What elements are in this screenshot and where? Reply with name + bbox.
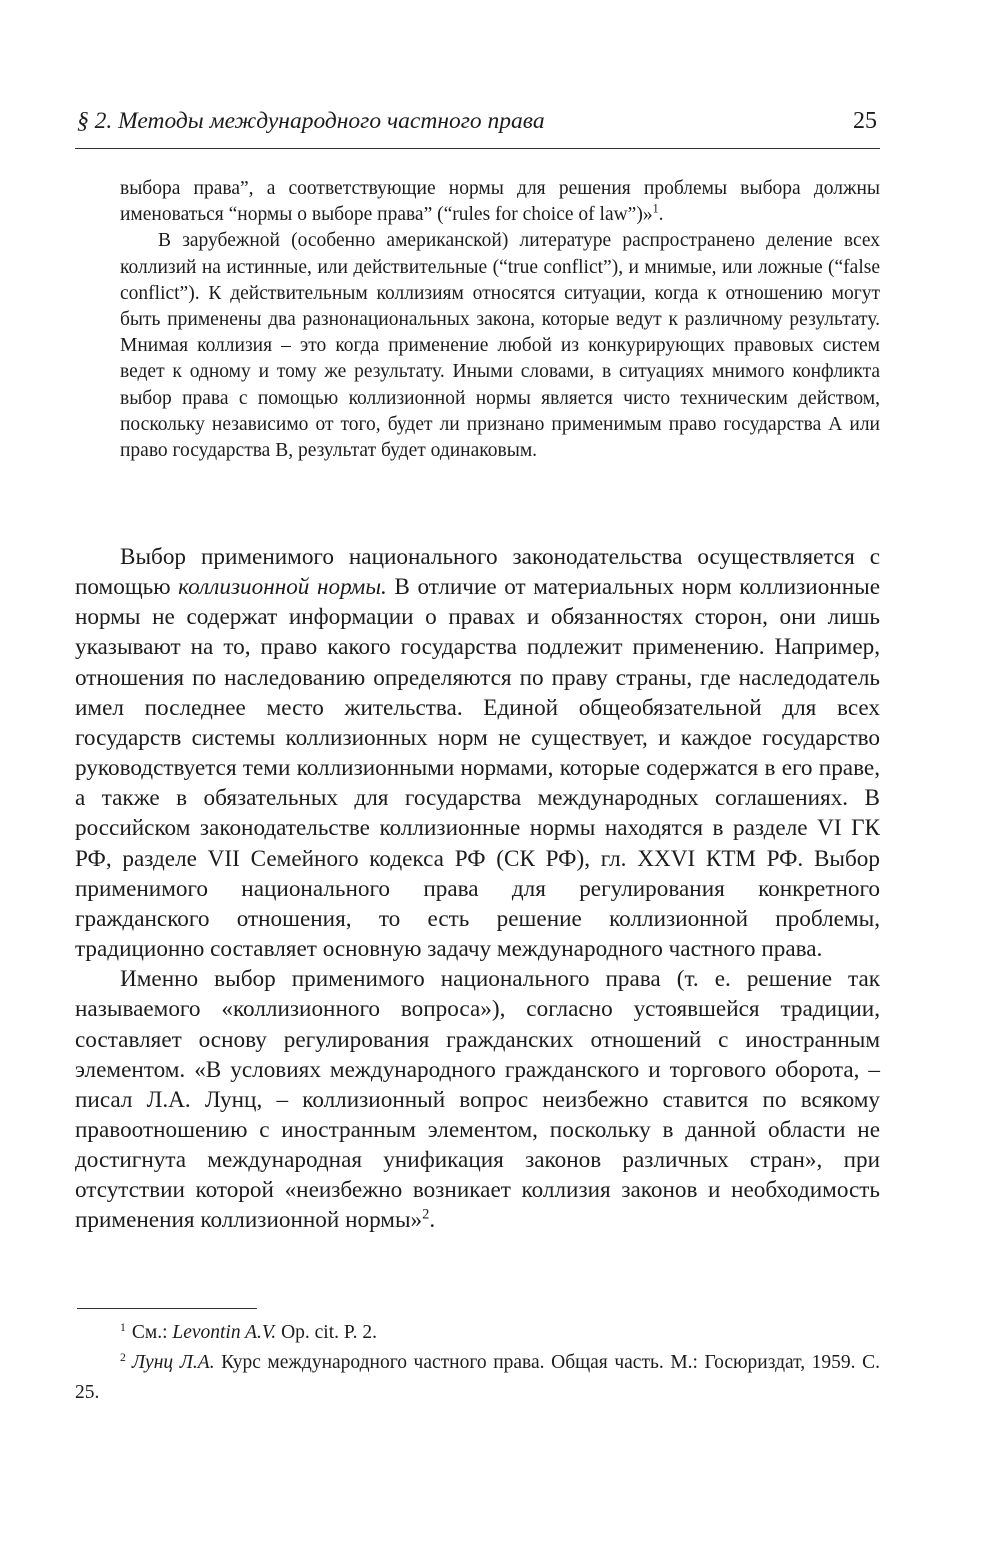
- body-paragraph-1-rest: В отличие от материальных норм коллизионные нормы не содержат информации о правах и обязанностях сторон, они лишь указывают на то, право какого государства подлежит применению. Например, отношения по наследованию определяются по праву страны, где наследодатель имел последнее место жительства. Единой общеобязательной для всех государств системы коллизионных норм не существует, и каждое государство руководствуется теми коллизионными нормами, которые содержатся в его праве, а также в обязательных для государства международных соглашениях. В российском законодательстве коллизионные нормы находятся в разделе VI ГК РФ, разделе VII Семейного кодекса РФ (СК РФ), гл. XXVI КТМ РФ. Выбор применимого национального права для регулирования конкретного гражданского отношения, то есть решение коллизионной проблемы, традиционно составляет основную задачу международного частного права.: [75, 574, 880, 963]
- quote-paragraph-1: выбора права”, а соответствующие нормы для решения проблемы выбора должны именоваться “нормы о выборе права” (“rules for choice of law”)»$^1$.: [120, 178, 880, 226]
- footnote-rule: [77, 1308, 257, 1309]
- body-paragraph-2-end: .: [429, 1207, 436, 1234]
- running-header: [77, 108, 877, 142]
- footnote-1: [75, 1318, 880, 1348]
- body-paragraph-1: [75, 542, 880, 964]
- footnote-text: Курс международного частного права. Общая часть. М.: Госюриздат, 1959. С. 25.: [75, 1352, 880, 1403]
- body-paragraph-2-text: Именно выбор применимого национального права (т. е. решение так называемого «коллизионного вопроса»), согласно устоявшейся традиции, составляет основу регулирования гражданских отношений с иностранным элементом. «В условиях международного гражданского и торгового оборота, – писал Л.А. Лунц, – коллизионный вопрос неизбежно ставится по всякому правоотношению с иностранным элементом, поскольку в данной области не достигнута международная унификация законов различных стран», при отсутствии которой «неизбежно возникает коллизия законов и необходимость применения коллизионной нормы»: [75, 966, 880, 1234]
- quoted-excerpt: [120, 176, 880, 464]
- footnote-author: Levontin A.V.: [172, 1322, 277, 1343]
- header-rule: [75, 148, 880, 149]
- quote-paragraph-2: В зарубежной (особенно американской) литературе распространено деление всех коллизий на истинные, или действительные (“true conflict”), и мнимые, или ложные (“false conflict”). К действительным коллизиям относятся ситуации, когда к отношению могут быть применены два разнонациональных закона, которые ведут к различному результату. Мнимая коллизия – это когда применение любой из конкурирующих правовых систем ведет к одному и тому же результату. Иными словами, в ситуациях мнимого конфликта выбор права с помощью коллизионной нормы является чисто техническим действом, поскольку независимо от того, будет ли признано применимым право государства А или право государства В, результат будет одинаковым.: [120, 230, 880, 462]
- footnote-2: [75, 1348, 880, 1408]
- quote-paragraph-1-text: выбора права”, а соответствующие нормы для решения проблемы выбора должны именоваться “нормы о выборе права” (“rules for choice of law”)»: [120, 178, 880, 226]
- body-paragraph-1-start: Выбор применимого национального законодательства осуществляется с помощью: [75, 544, 880, 601]
- body-text: [75, 542, 880, 1236]
- footnote-mark: 2: [120, 1350, 126, 1364]
- footnote-text: Op. cit. P. 2.: [276, 1322, 377, 1343]
- footnotes: [75, 1318, 880, 1408]
- footnote-ref-1[interactable]: 1: [652, 201, 659, 216]
- body-paragraph-2: [75, 964, 880, 1235]
- key-term: коллизионной нормы.: [178, 574, 387, 601]
- footnote-mark: 1: [120, 1320, 126, 1334]
- footnote-ref-2[interactable]: 2: [422, 1206, 430, 1223]
- footnote-author: Лунц Л.А.: [131, 1352, 215, 1373]
- running-header-title: § 2. Методы международного частного права: [77, 108, 545, 134]
- page-number: 25: [853, 108, 877, 134]
- footnote-prefix: См.:: [131, 1322, 173, 1343]
